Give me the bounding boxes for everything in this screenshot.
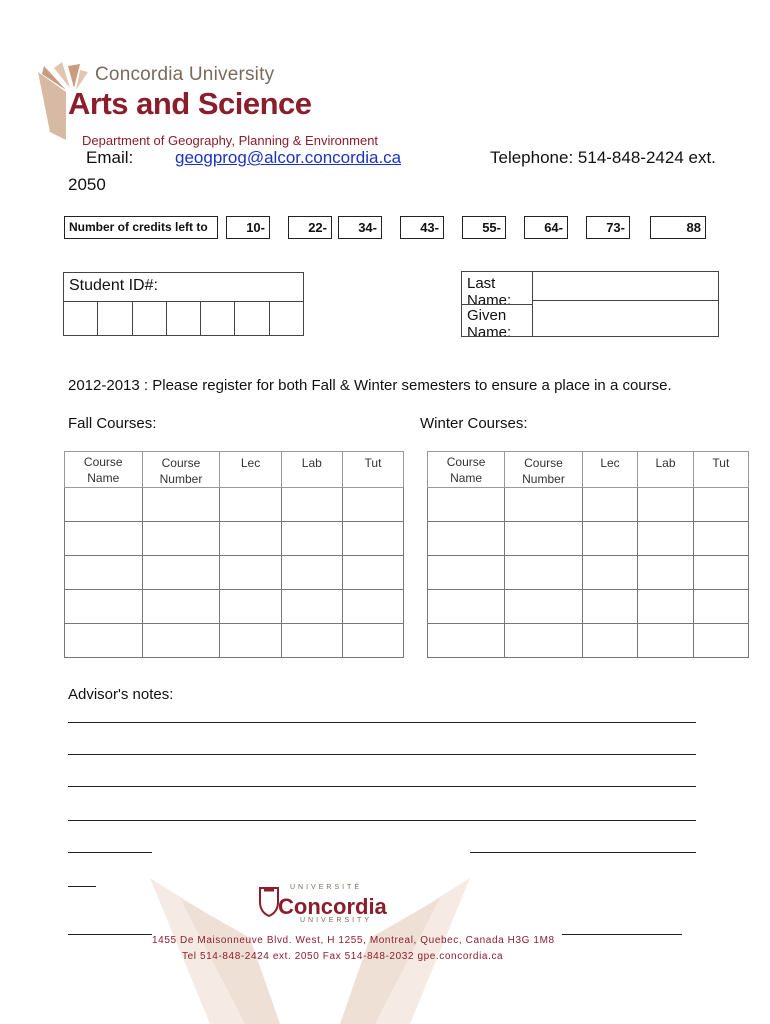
faculty-name: Arts and Science xyxy=(68,86,312,121)
table-cell[interactable] xyxy=(428,522,505,556)
column-header: Tut xyxy=(693,452,748,488)
table-cell[interactable] xyxy=(638,590,694,624)
given-name-label: Given Name: xyxy=(467,307,512,336)
table-header-row xyxy=(65,452,404,488)
department-name: Department of Geography, Planning & Environment xyxy=(82,133,379,148)
given-name-label-cell xyxy=(462,304,533,336)
table-cell[interactable] xyxy=(582,522,637,556)
email-label: Email: xyxy=(86,148,134,167)
table-cell[interactable] xyxy=(65,522,143,556)
fall-courses-table xyxy=(64,451,404,658)
table-cell[interactable] xyxy=(505,522,583,556)
column-header: Course Number xyxy=(505,452,583,488)
table-cell[interactable] xyxy=(505,488,583,522)
last-name-label: Last Name: xyxy=(467,275,512,305)
table-cell[interactable] xyxy=(142,556,220,590)
credit-box[interactable]: 43- xyxy=(400,216,444,239)
last-name-label-cell xyxy=(462,272,533,305)
table-header-row xyxy=(428,452,749,488)
student-id-digit-field[interactable] xyxy=(270,302,303,336)
advisor-notes-line[interactable] xyxy=(68,886,96,887)
student-id-digit-field[interactable] xyxy=(167,302,201,336)
credits-label: Number of credits left to xyxy=(64,216,218,239)
table-cell[interactable] xyxy=(693,522,748,556)
column-header: Lec xyxy=(582,452,637,488)
credit-box[interactable]: 64- xyxy=(524,216,568,239)
table-cell[interactable] xyxy=(220,522,281,556)
table-cell[interactable] xyxy=(342,556,403,590)
signature-line[interactable] xyxy=(562,934,682,935)
table-row xyxy=(428,556,749,590)
credit-box[interactable]: 34- xyxy=(338,216,382,239)
given-name-field[interactable] xyxy=(533,301,718,336)
credit-box[interactable]: 22- xyxy=(288,216,332,239)
table-cell[interactable] xyxy=(582,488,637,522)
table-cell[interactable] xyxy=(505,624,583,658)
table-cell[interactable] xyxy=(281,522,342,556)
footer-contact: Tel 514-848-2424 ext. 2050 Fax 514-848-2032 gpe.concordia.ca xyxy=(182,951,504,962)
table-row xyxy=(428,624,749,658)
table-cell[interactable] xyxy=(342,590,403,624)
table-row xyxy=(428,590,749,624)
column-header: Lab xyxy=(638,452,694,488)
advisor-notes-line[interactable] xyxy=(68,786,696,787)
concordia-shield-icon xyxy=(258,884,280,918)
advisor-notes-line[interactable] xyxy=(68,820,696,821)
table-row xyxy=(428,488,749,522)
column-header: Lec xyxy=(220,452,281,488)
table-cell[interactable] xyxy=(638,556,694,590)
footer-address: 1455 De Maisonneuve Blvd. West, H 1255, Montreal, Quebec, Canada H3G 1M8 xyxy=(152,935,555,946)
table-row xyxy=(65,624,404,658)
table-row xyxy=(65,488,404,522)
credit-box[interactable]: 10- xyxy=(226,216,270,239)
student-id-digit-field[interactable] xyxy=(133,302,167,336)
table-cell[interactable] xyxy=(142,590,220,624)
date-line[interactable] xyxy=(68,934,152,935)
table-cell[interactable] xyxy=(142,522,220,556)
table-cell[interactable] xyxy=(281,590,342,624)
column-header: Course Name xyxy=(428,452,505,488)
winter-courses-table xyxy=(427,451,749,658)
advisor-notes-line[interactable] xyxy=(68,852,152,853)
table-cell[interactable] xyxy=(582,624,637,658)
last-name-field[interactable] xyxy=(533,272,718,300)
student-id-digit-field[interactable] xyxy=(98,302,132,336)
table-cell[interactable] xyxy=(342,488,403,522)
telephone-extension: 2050 xyxy=(68,175,106,194)
student-id-label: Student ID#: xyxy=(69,277,158,294)
email-link[interactable]: geogprog@alcor.concordia.ca xyxy=(175,148,402,167)
table-cell[interactable] xyxy=(65,590,143,624)
winter-courses-heading: Winter Courses: xyxy=(420,415,528,432)
table-cell[interactable] xyxy=(342,522,403,556)
signature-line[interactable] xyxy=(470,852,696,853)
student-id-digit-field[interactable] xyxy=(201,302,235,336)
table-cell[interactable] xyxy=(220,556,281,590)
column-header: Course Number xyxy=(142,452,220,488)
column-header: Course Name xyxy=(65,452,143,488)
column-header: Lab xyxy=(281,452,342,488)
table-cell[interactable] xyxy=(428,488,505,522)
table-row xyxy=(65,590,404,624)
advisor-notes-label: Advisor's notes: xyxy=(68,686,174,703)
credit-box[interactable]: 88 xyxy=(650,216,706,239)
student-id-digit-field[interactable] xyxy=(64,302,98,336)
table-cell[interactable] xyxy=(65,488,143,522)
advisor-notes-line[interactable] xyxy=(68,722,696,723)
table-cell[interactable] xyxy=(693,624,748,658)
table-cell[interactable] xyxy=(142,488,220,522)
table-cell[interactable] xyxy=(220,624,281,658)
student-id-box xyxy=(63,272,304,336)
table-cell[interactable] xyxy=(142,624,220,658)
table-cell[interactable] xyxy=(638,522,694,556)
footer-university: UNIVERSITY xyxy=(300,917,373,924)
student-id-cells xyxy=(64,301,303,336)
table-row xyxy=(65,556,404,590)
footer-universite: UNIVERSITÉ xyxy=(290,884,363,891)
credit-box[interactable]: 73- xyxy=(586,216,630,239)
table-cell[interactable] xyxy=(220,488,281,522)
registration-instructions: 2012-2013 : Please register for both Fall & Winter semesters to ensure a place in a course. xyxy=(68,377,672,394)
table-cell[interactable] xyxy=(65,556,143,590)
table-cell[interactable] xyxy=(342,624,403,658)
table-cell[interactable] xyxy=(428,556,505,590)
table-cell[interactable] xyxy=(638,488,694,522)
table-cell[interactable] xyxy=(65,624,143,658)
table-row xyxy=(428,522,749,556)
student-id-digit-field[interactable] xyxy=(235,302,269,336)
table-cell[interactable] xyxy=(693,488,748,522)
table-cell[interactable] xyxy=(505,556,583,590)
footer-concordia: Concordia xyxy=(278,894,387,919)
table-cell[interactable] xyxy=(281,624,342,658)
telephone: Telephone: 514-848-2424 ext. xyxy=(490,148,716,167)
table-cell[interactable] xyxy=(220,590,281,624)
advisor-notes-line[interactable] xyxy=(68,754,696,755)
table-cell[interactable] xyxy=(693,556,748,590)
table-row xyxy=(65,522,404,556)
table-cell[interactable] xyxy=(428,624,505,658)
table-cell[interactable] xyxy=(505,590,583,624)
table-cell[interactable] xyxy=(582,590,637,624)
student-name-box xyxy=(461,271,719,337)
table-cell[interactable] xyxy=(281,556,342,590)
credit-box[interactable]: 55- xyxy=(462,216,506,239)
column-header: Tut xyxy=(342,452,403,488)
fall-courses-heading: Fall Courses: xyxy=(68,415,157,432)
university-name: Concordia University xyxy=(95,64,275,85)
table-cell[interactable] xyxy=(428,590,505,624)
table-cell[interactable] xyxy=(693,590,748,624)
table-cell[interactable] xyxy=(281,488,342,522)
table-cell[interactable] xyxy=(582,556,637,590)
table-cell[interactable] xyxy=(638,624,694,658)
